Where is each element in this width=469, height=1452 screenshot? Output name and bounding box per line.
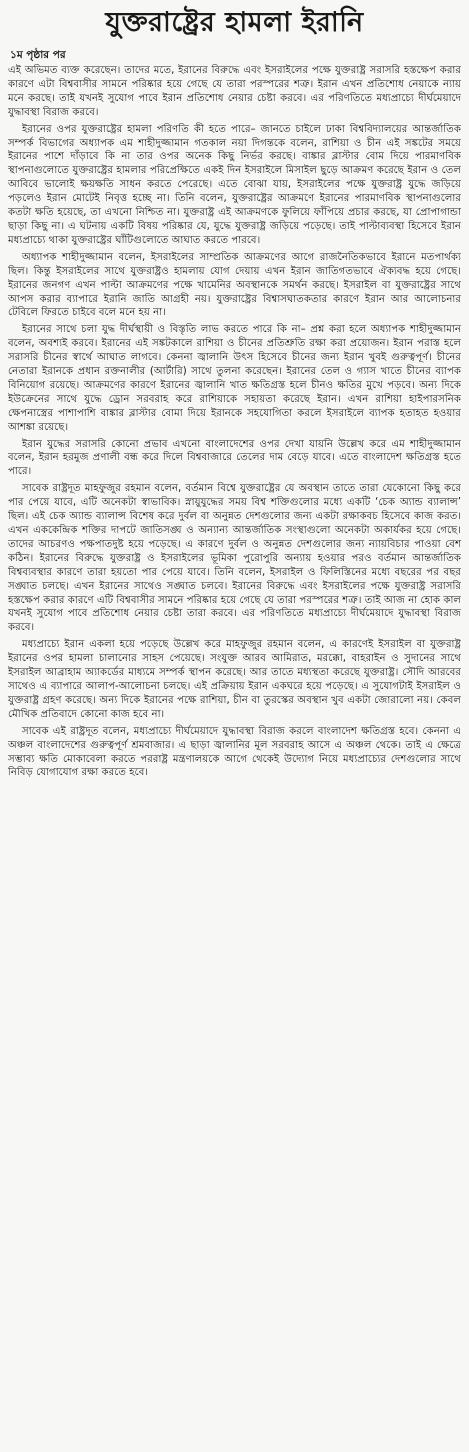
article-headline: যুক্তরাষ্ট্রের হামলা ইরানি — [105, 7, 364, 38]
paragraph-6: সাবেক রাষ্ট্রদূত মাহফুজুর রহমান বলেন, বর্তমান বিশ্বে যুক্তরাষ্ট্রের যে অবস্থান তাতে তারা যেকোনো কিছু করে পার পেয়ে যাবে, এটি অনেকটা স্বাভাবিক। স্নায়ুযুদ্ধের সময় বিশ্ব শক্তিগুলোর মধ্যে একটি ‘চেক অ্যান্ড ব্যালান্স’ ছিল। এই চেক অ্যান্ড ব্যালান্স বিশেষ করে দুর্বল বা অনুন্নত দেশগুলোর জন্য একটা রক্ষাকবচ হিসেবে কাজ করত। এখন এককেন্দ্রিক শক্তির দাপটে জাতিসঙ্ঘ ও অন্যান্য আন্তর্জাতিক সংস্থাগুলো অনেকটা অকার্যকর হয়ে গেছে। তাদের আচরণও পক্ষপাতদুষ্ট হয়ে পড়েছে। এ কারণে দুর্বল ও অনুন্নত দেশগুলোর জন্য ন্যায়বিচার পাওয়া বেশ কঠিন। ইরানের বিরুদ্ধে যুক্তরাষ্ট্র ও ইসরাইলের ভূমিকা পুরোপুরি অন্যায় হওয়ার পরও বর্তমান আন্তর্জাতিক বিশ্বব্যবস্থার কারণে তারা হয়তো পার পেয়ে যাবে। তিনি বলেন, ইসরাইল ও ফিলিস্তিনের মধ্যে বছরের পর বছর সঙ্ঘাত চলছে। এখন ইরানের সাথেও সঙ্ঘাত চলবে। ইরানের বিরুদ্ধে এবং ইসরাইলের পক্ষে যুক্তরাষ্ট্র সরাসরি হস্তক্ষেপ করার কারণে এটি বিশ্ববাসীর সামনে পরিষ্কার হয়ে গেছে যে তারা পরস্পরের শত্রু। তাই আজ না হোক কাল যখনই সুযোগ পাবে প্রতিশোধ নেয়ার চেষ্টা তারা করবে। এর পরিণতিতে মধ্যপ্রাচ্যে দীর্ঘমেয়াদে যুদ্ধাবস্থা বিরাজ করবে। — [8, 483, 461, 634]
paragraph-7: মধ্যপ্রাচ্যে ইরান একলা হয়ে পড়েছে উল্লেখ করে মাহফুজুর রহমান বলেন, এ কারণেই ইসরাইল বা যুক্তরাষ্ট্র ইরানের ওপর হামলা চালানোর সাহস পেয়েছে। সংযুক্ত আরব আমিরাত, মরক্কো, বাহরাইন ও সুদানের সাথে ইসরাইল আব্রাহাম অ্যাকর্ডের মাধ্যমে সম্পর্ক স্থাপন করেছে। আর তাতে মধ্যস্থতা করেছে যুক্তরাষ্ট্র। সৌদি আরবের সাথেও এ ব্যাপারে আলাপ-আলোচনা চলছে। এই প্রক্রিয়ায় ইরান একঘরে হয়ে পড়েছে। এ সুযোগটাই ইসরাইল ও যুক্তরাষ্ট্র গ্রহণ করেছে। অন্য দিকে ইরানের পক্ষে রাশিয়া, চীন বা তুরস্কের অবস্থান খুব একটা জোরালো নয়। কেবল মৌখিক প্রতিবাদে কোনো কাজ হবে না। — [8, 639, 461, 720]
paragraph-4: ইরানের সাথে চলা যুদ্ধ দীর্ঘস্থায়ী ও বিস্তৃতি লাভ করতে পারে কি না– প্রশ্ন করা হলে অধ্যাপক শাহীদুজ্জামান বলেন, অবশ্যই করবে। ইরানের এই সঙ্কটকালে রাশিয়া ও চীনের প্রতিশ্রুতি রক্ষা করা প্রয়োজন। ইরান পরাস্ত হলে সরাসরি চীনের স্বার্থে আঘাত লাগবে। কেননা জ্বালানি উৎস হিসেবে চীনের জন্য ইরান খুবই গুরুত্বপূর্ণ। চীনের নেতারা ইরানকে প্রধান রক্তনালীর (আর্টারি) সাথে তুলনা করেছেন। ইরানের তেল ও গ্যাস খাতে চীনের ব্যাপক বিনিয়োগ রয়েছে। আক্রমণের কারণে ইরানের জ্বালানি খাত ক্ষতিগ্রস্ত হলে চীনও ক্ষতির মুখে পড়বে। অন্য দিকে ইউক্রেনের সাথে যুদ্ধে ড্রোন সরবরাহ করে রাশিয়াকে সহায়তা করেছে ইরান। এখন রাশিয়া হাইপারসনিক ক্ষেপনাস্ত্রের পাশাপাশি বাঙ্কার ব্লাস্টার বোমা দিয়ে ইরানকে সহযোগিতা করলে ইসরাইলে ব্যাপক হতাহত হওয়ার আশঙ্কা রয়েছে। — [8, 324, 461, 433]
continuation-label: ১ম পৃষ্ঠার পর — [10, 49, 66, 61]
article-body — [8, 64, 461, 780]
paragraph-3: অধ্যাপক শাহীদুজ্জামান বলেন, ইসরাইলের সাম্প্রতিক আক্রমণের আগে রাজনৈতিকভাবে ইরানে মতপার্থক্য ছিল। কিন্তু ইসরাইলের সাথে যুক্তরাষ্ট্রও হামলায় যোগ দেয়ায় এখন ইরান জাতিগতভাবে ঐক্যবদ্ধ হয়ে গেছে। ইরানের জনগণ এখন পাল্টা আক্রমণের পক্ষে খামেনির অবস্থানকে সমর্থন করছে। ইসরাইল বা যুক্তরাষ্ট্রের সাথে আপস করার ব্যাপারে ইরানি জাতি আগ্রহী নয়। যুক্তরাষ্ট্রের বিশ্বাসঘাতকতার কারণে ইরান আর আলোচনার টেবিলে ফিরতে চাইবে বলে মনে হয় না। — [8, 251, 461, 319]
paragraph-8: সাবেক এই রাষ্ট্রদূত বলেন, মধ্যপ্রাচ্যে দীর্ঘমেয়াদে যুদ্ধাবস্থা বিরাজ করলে বাংলাদেশ ক্ষতিগ্রস্ত হবে। কেননা এ অঞ্চল বাংলাদেশের গুরুত্বপূর্ণ শ্রমবাজার। এ ছাড়া জ্বালানির মূল সরবরাহ আসে এ অঞ্চল থেকে। তাই এ ক্ষেত্রে সম্ভাব্য ক্ষতি মোকাবেলা করতে পররাষ্ট্র মন্ত্রণালয়কে আগে থেকেই উদ্যোগ নিয়ে মধ্যপ্রাচ্যের দেশগুলোর সাথে নিবিড় যোগাযোগ রক্ষা করতে হবে। — [8, 725, 461, 779]
paragraph-5: ইরান যুদ্ধের সরাসরি কোনো প্রভাব এখনো বাংলাদেশের ওপর দেখা যায়নি উল্লেখ করে এম শাহীদুজ্জামান বলেন, ইরান হরমুজ প্রণালী বন্ধ করে দিলে বিশ্ববাজারে তেলের দাম বেড়ে যাবে। এতে বাংলাদেশ ক্ষতিগ্রস্ত হতে পারে। — [8, 438, 461, 478]
paragraph-1: এই অভিমত ব্যক্ত করেছেন। তাদের মতে, ইরানের বিরুদ্ধে এবং ইসরাইলের পক্ষে যুক্তরাষ্ট্র সরাসরি হস্তক্ষেপ করার কারণে এটা বিশ্ববাসীর সামনে পরিষ্কার হয়ে গেছে যে তারা পরস্পরের শত্রু। ইরান এখন প্রতিশোধ নেয়াকে ন্যায় মনে করছে। তাই যখনই সুযোগ পাবে ইরান প্রতিশোধ নেয়ার চেষ্টা করবে। এর পরিণতিতে মধ্যপ্রাচ্যে দীর্ঘমেয়াদে যুদ্ধাবস্থা বিরাজ করবে। — [8, 65, 461, 118]
paragraph-2: ইরানের ওপর যুক্তরাষ্ট্রের হামলা পরিণতি কী হতে পারে– জানতে চাইলে ঢাকা বিশ্ববিদ্যালয়ের আন্তর্জাতিক সম্পর্ক বিভাগের অধ্যাপক এম শাহীদুজ্জামান গতকাল নয়া দিগন্তকে বলেন, রাশিয়া ও চীন এই সঙ্কটের সময়ে ইরানের পাশে দাঁড়াবে কি না তার ওপর অনেক কিছু নির্ভর করছে। বাঙ্কার ব্লাস্টার বোম দিয়ে পারমাণবিক স্থাপনাগুলোতে যুক্তরাষ্ট্রের হামলার পরিপ্রেক্ষিতে একই দিন ইসরাইলে মিসাইল ছুড়ে আক্রমণ করেছে ইরান ও তেল আবিবে ভালোই ক্ষয়ক্ষতি সাধন করতে পেরেছে। এতে বোঝা যায়, ইসরাইলের পক্ষে যুক্তরাষ্ট্র যুদ্ধে জড়িয়ে পড়লেও ইরান মোটেই নিবৃত্ত হচ্ছে না। তিনি বলেন, যুক্তরাষ্ট্রের আক্রমণে ইরানের পারমাণবিক স্থাপনাগুলোর কতটা ক্ষতি হয়েছে, তা এখনো নিশ্চিত না। যুক্তরাষ্ট্র এই আক্রমণকে ফুলিয়ে ফাঁপিয়ে প্রচার করছে, যা প্রোপাগান্ডা ছাড়া কিছু না। এ ঘটনায় একটি বিষয় পরিষ্কার যে, যুদ্ধে যুক্তরাষ্ট্র জড়িয়ে পড়েছে। তাই পাল্টাব্যবস্থা হিসেবে ইরান মধ্যপ্রাচ্যে থাকা যুক্তরাষ্ট্রের ঘাঁটিগুলোতে আঘাত করতে পারবে। — [8, 123, 461, 246]
